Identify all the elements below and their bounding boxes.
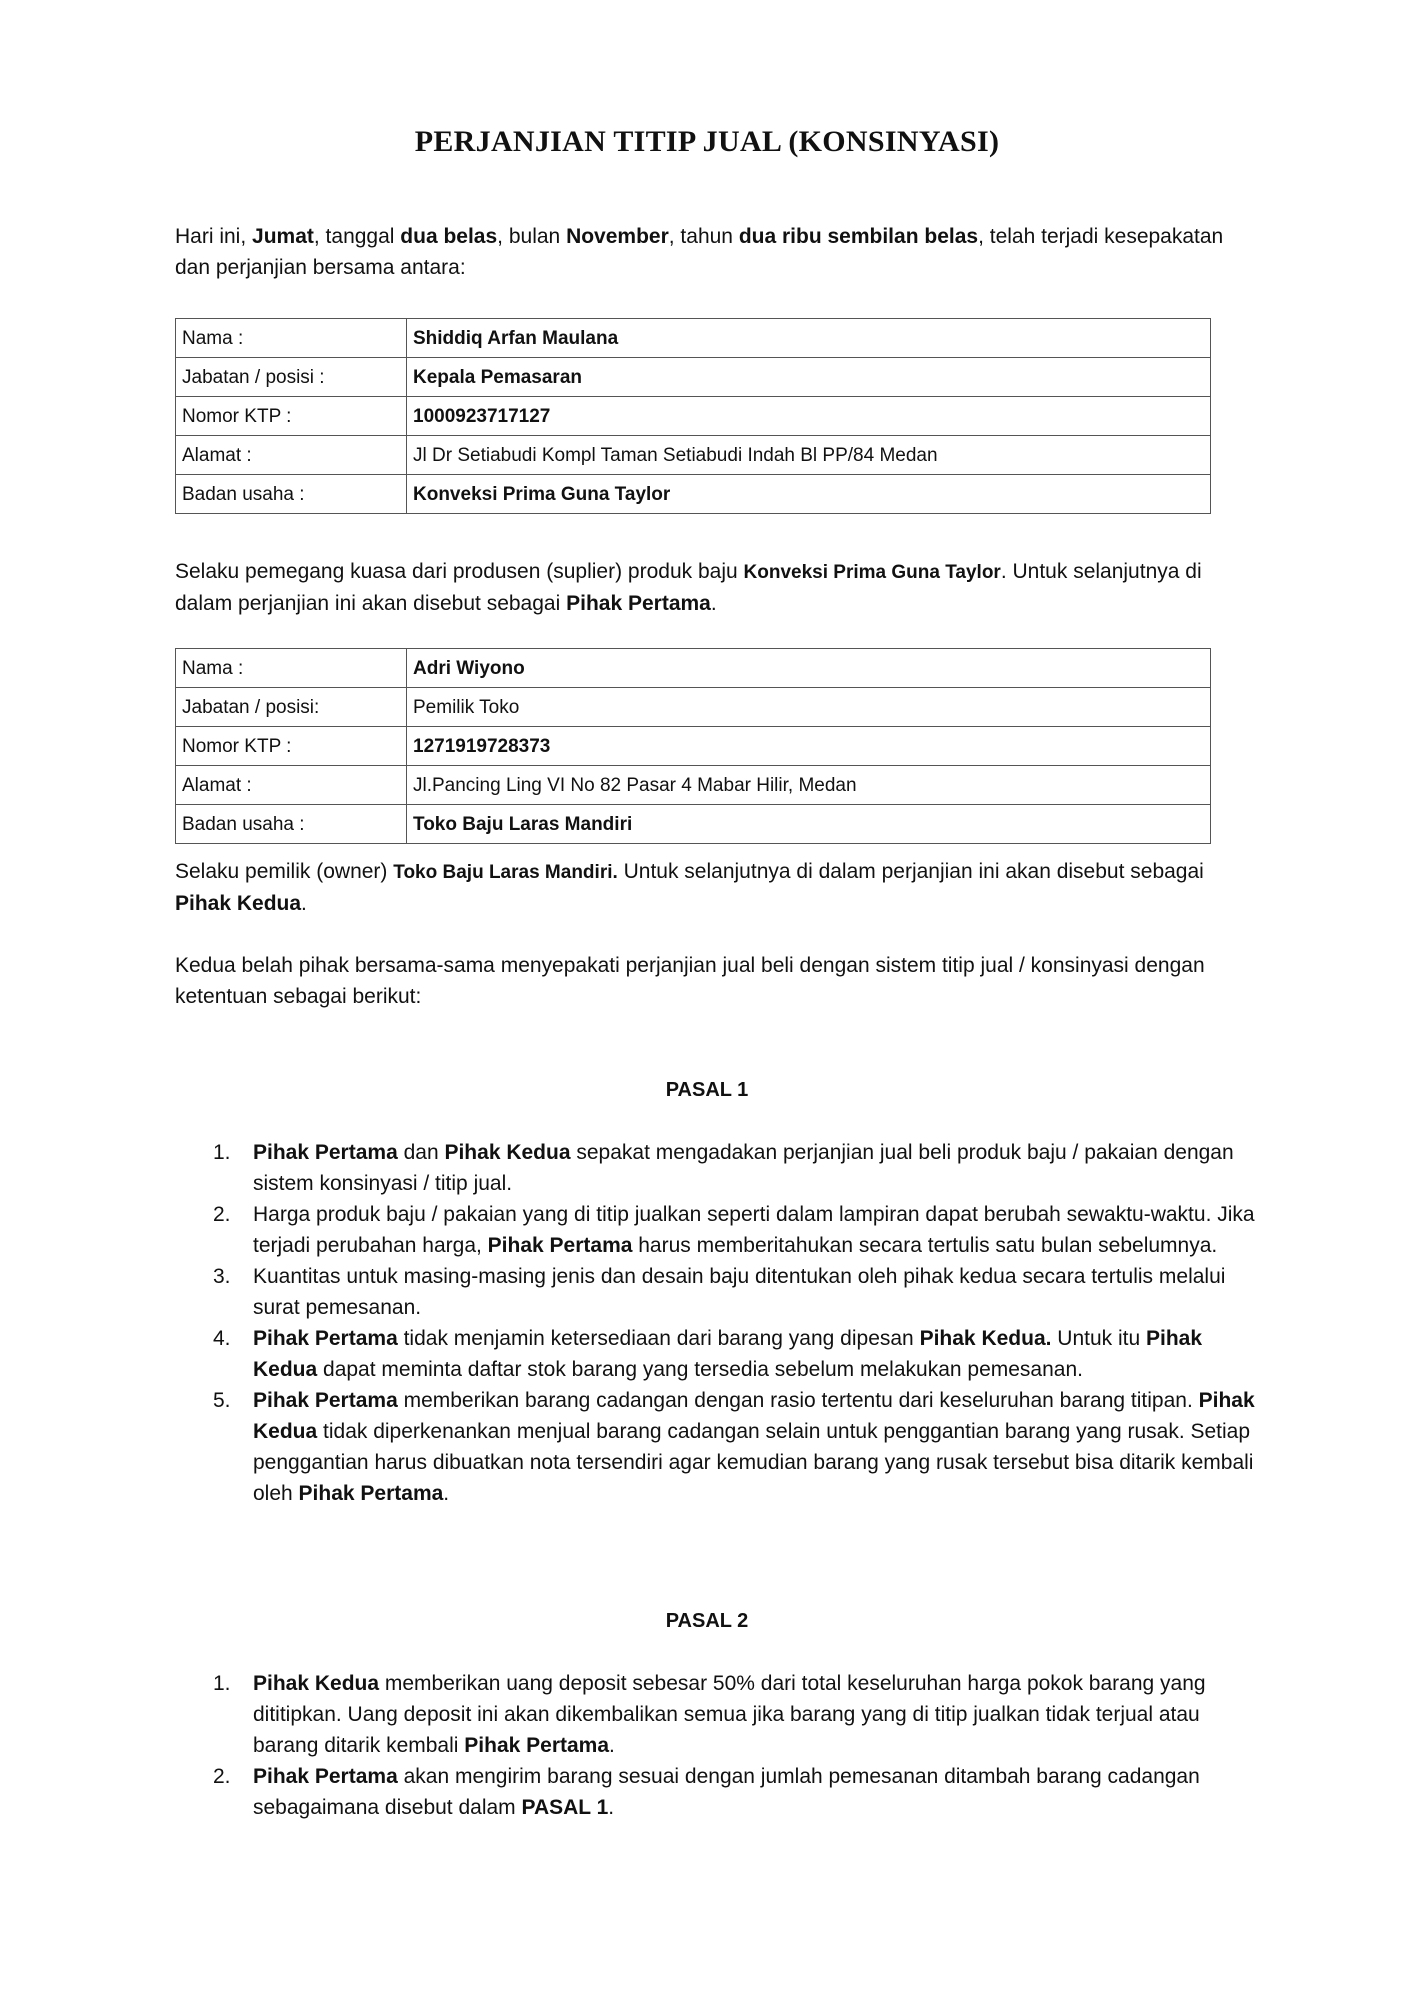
table-row (176, 319, 1211, 358)
party1-name-text: Shiddiq Arfan Maulana (413, 327, 619, 349)
party1-position-text: Kepala Pemasaran (413, 366, 582, 388)
party1-description (175, 556, 1255, 619)
document-title: PERJANJIAN TITIP JUAL (KONSINYASI) (414, 125, 1000, 158)
party2-ktp-label: Nomor KTP : (176, 727, 407, 766)
item-number: 4. (213, 1327, 231, 1350)
item-bold-text: Pihak Pertama (253, 1327, 398, 1350)
item-bold-text: Pihak Kedua (253, 1389, 1255, 1443)
item-text: harus memberitahukan secara tertulis satu bulan sebelumnya. (632, 1234, 1218, 1257)
item-text: . (608, 1796, 615, 1819)
party1-position-value (407, 358, 1211, 397)
intro-day: Jumat (252, 225, 314, 248)
table-row (176, 649, 1211, 688)
party1-address-value: Jl Dr Setiabudi Kompl Taman Setiabudi Indah Bl PP/84 Medan (407, 436, 1211, 475)
item-text: . (609, 1734, 615, 1757)
party1-desc-text: . (710, 592, 717, 615)
party2-position-label: Jabatan / posisi: (176, 688, 407, 727)
party2-ktp-text: 1271919728373 (413, 735, 551, 757)
party2-company-value (407, 805, 1211, 844)
table-row (176, 727, 1211, 766)
intro-text: , tanggal (313, 225, 401, 248)
item-bold-text: Pihak Pertama (253, 1389, 398, 1412)
item-bold-text: Pihak Kedua. (919, 1327, 1052, 1350)
intro-month: November (566, 225, 669, 248)
item-text: tidak menjamin ketersediaan dari barang yang dipesan (397, 1327, 920, 1350)
party1-position-label: Jabatan / posisi : (176, 358, 407, 397)
item-text: Harga produk baju / pakaian yang di titip jualkan seperti dalam lampiran dapat berubah sewaktu-waktu. Jika terjadi perubahan harga, (253, 1203, 1255, 1257)
intro-text: , tahun (668, 225, 739, 248)
party1-desc-text: Selaku pemegang kuasa dari produsen (suplier) produk baju (175, 560, 744, 583)
party1-desc-role: Pihak Pertama (566, 592, 711, 615)
list-item (175, 1261, 1255, 1323)
party2-address-value: Jl.Pancing Ling VI No 82 Pasar 4 Mabar Hilir, Medan (407, 766, 1211, 805)
item-bold-text: Pihak Pertama (487, 1234, 633, 1257)
intro-text: , bulan (497, 225, 567, 248)
table-row (176, 805, 1211, 844)
list-item (175, 1199, 1255, 1261)
party2-name-text: Adri Wiyono (413, 657, 525, 679)
item-number: 1. (213, 1141, 231, 1164)
item-text: akan mengirim barang sesuai dengan jumlah pemesanan ditambah barang cadangan sebagaimana disebut dalam (253, 1765, 1200, 1819)
item-bold-text: Pihak Pertama (464, 1734, 610, 1757)
party1-name-value (407, 319, 1211, 358)
party2-address-label: Alamat : (176, 766, 407, 805)
table-row (176, 358, 1211, 397)
item-bold-text: Pihak Kedua (253, 1672, 380, 1695)
party1-company-text: Konveksi Prima Guna Taylor (413, 483, 671, 505)
party2-position-value: Pemilik Toko (407, 688, 1211, 727)
party2-desc-text: . (301, 892, 307, 915)
item-number: 1. (213, 1672, 231, 1695)
party1-ktp-value (407, 397, 1211, 436)
party1-name-label: Nama : (176, 319, 407, 358)
table-row (176, 766, 1211, 805)
agreement-paragraph: Kedua belah pihak bersama-sama menyepakati perjanjian jual beli dengan sistem titip jual / konsinyasi dengan ketentuan sebagai berikut: (175, 954, 1205, 1008)
pasal1-heading: PASAL 1 (665, 1079, 749, 1101)
list-item (175, 1137, 1255, 1199)
item-text: Untuk itu (1051, 1327, 1147, 1350)
item-bold-text: Pihak Pertama (253, 1765, 398, 1788)
party1-address-label: Alamat : (176, 436, 407, 475)
item-number: 3. (213, 1265, 231, 1288)
intro-text: Hari ini, (175, 225, 253, 248)
party2-company-label: Badan usaha : (176, 805, 407, 844)
item-text: . (443, 1482, 450, 1505)
party2-name-value (407, 649, 1211, 688)
party2-desc-company: Toko Baju Laras Mandiri. (393, 862, 618, 883)
party2-description (175, 856, 1255, 919)
list-item (175, 1668, 1255, 1761)
item-text: Kuantitas untuk masing-masing jenis dan desain baju ditentukan oleh pihak kedua secara tertulis melalui surat pemesanan. (253, 1265, 1226, 1319)
party1-desc-text: . Untuk selanjutnya di dalam perjanjian ini akan disebut sebagai (175, 560, 1202, 615)
item-bold-text: Pihak Pertama (253, 1141, 398, 1164)
list-item (175, 1323, 1255, 1385)
table-row (176, 436, 1211, 475)
item-bold-text: Pihak Kedua (444, 1141, 571, 1164)
party1-desc-company: Konveksi Prima Guna Taylor (743, 562, 1001, 583)
pasal2-list (175, 1668, 1255, 1823)
intro-date: dua belas (400, 225, 498, 248)
item-number: 5. (213, 1389, 231, 1412)
item-text: sepakat mengadakan perjanjian jual beli produk baju / pakaian dengan sistem konsinyasi / titip jual. (253, 1141, 1234, 1195)
party1-company-label: Badan usaha : (176, 475, 407, 514)
party2-desc-text: Untuk selanjutnya di dalam perjanjian ini akan disebut sebagai (617, 860, 1204, 883)
item-text: dapat meminta daftar stok barang yang tersedia sebelum melakukan pemesanan. (317, 1358, 1083, 1381)
list-item (175, 1761, 1255, 1823)
item-text: tidak diperkenankan menjual barang cadangan selain untuk penggantian barang yang rusak. Setiap penggantian harus dibuatkan nota tersendiri agar kemudian barang yang rusak tersebut bisa ditarik kembali oleh (253, 1420, 1254, 1505)
intro-year: dua ribu sembilan belas (738, 225, 979, 248)
party2-desc-text: Selaku pemilik (owner) (175, 860, 394, 883)
pasal1-list (175, 1137, 1255, 1509)
pasal2-heading: PASAL 2 (665, 1610, 749, 1632)
table-row (176, 397, 1211, 436)
party1-company-value (407, 475, 1211, 514)
party2-table (175, 648, 1211, 844)
item-number: 2. (213, 1765, 231, 1788)
item-bold-text: Pihak Kedua (253, 1327, 1203, 1381)
table-row (176, 475, 1211, 514)
party1-table (175, 318, 1211, 514)
party2-company-text: Toko Baju Laras Mandiri (413, 813, 633, 835)
intro-text: , telah terjadi kesepakatan dan perjanjian bersama antara: (175, 225, 1224, 279)
item-text: memberikan uang deposit sebesar 50% dari total keseluruhan harga pokok barang yang dititipkan. Uang deposit ini akan dikembalikan semua jika barang yang di titip jualkan tidak terjual atau barang ditarik kembali (253, 1672, 1206, 1757)
intro-paragraph (175, 221, 1255, 283)
item-number: 2. (213, 1203, 231, 1226)
party1-ktp-text: 1000923717127 (413, 405, 551, 427)
list-item (175, 1385, 1255, 1509)
item-text: memberikan barang cadangan dengan rasio tertentu dari keseluruhan barang titipan. (397, 1389, 1199, 1412)
party2-ktp-value (407, 727, 1211, 766)
party1-ktp-label: Nomor KTP : (176, 397, 407, 436)
item-bold-text: PASAL 1 (521, 1796, 609, 1819)
party2-name-label: Nama : (176, 649, 407, 688)
party2-desc-role: Pihak Kedua (175, 892, 302, 915)
item-text: dan (397, 1141, 445, 1164)
table-row (176, 688, 1211, 727)
item-bold-text: Pihak Pertama (298, 1482, 444, 1505)
